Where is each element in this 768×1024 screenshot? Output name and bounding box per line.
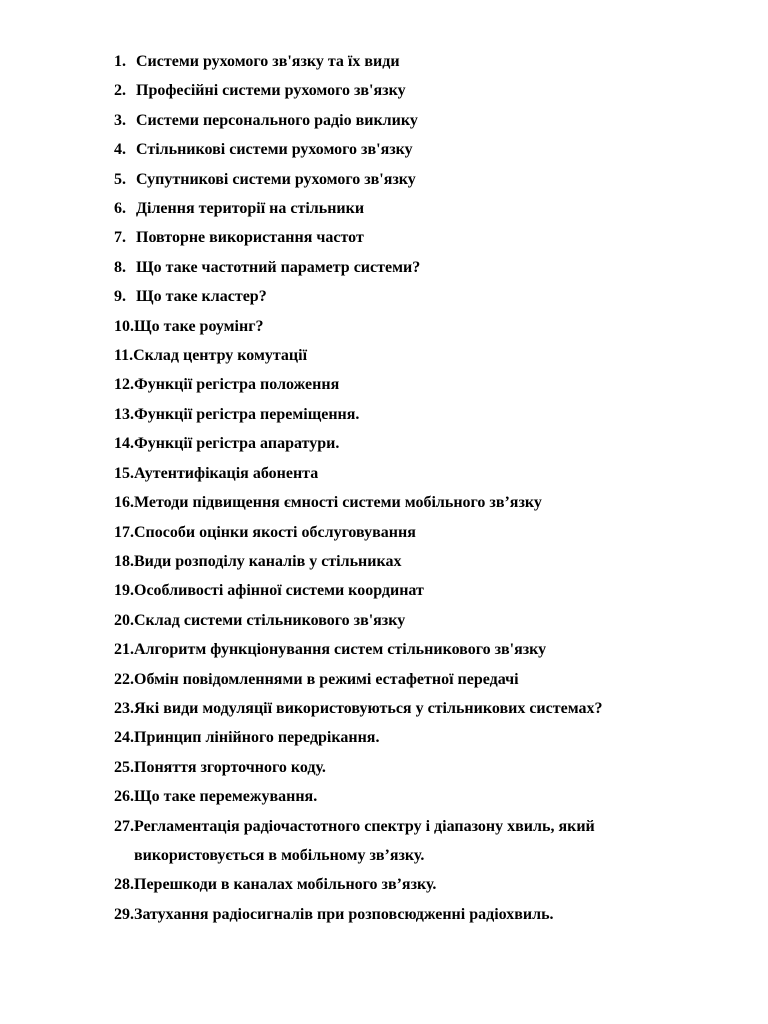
item-text: Стільникові системи рухомого зв'язку bbox=[136, 141, 413, 159]
list-item bbox=[114, 723, 744, 752]
item-text: Особливості афінної системи координат bbox=[134, 582, 424, 600]
item-text: Що таке частотний параметр системи? bbox=[136, 258, 421, 276]
list-item bbox=[114, 576, 744, 605]
list-item bbox=[114, 194, 744, 223]
item-number: 8. bbox=[114, 258, 126, 276]
item-number: 9. bbox=[114, 288, 126, 306]
list-item bbox=[114, 782, 744, 811]
item-number: 19. bbox=[114, 582, 134, 600]
item-number: 15. bbox=[114, 464, 134, 482]
item-text: Що таке роумінг? bbox=[134, 317, 264, 335]
item-number: 10. bbox=[114, 317, 134, 335]
list-item bbox=[114, 900, 744, 929]
item-text: Принцип лінійного передрікання. bbox=[134, 729, 380, 747]
item-number: 20. bbox=[114, 611, 134, 629]
item-text-wrapper bbox=[134, 812, 595, 871]
list-item bbox=[114, 312, 744, 341]
item-text: Алгоритм функціонування систем стільникового зв'язку bbox=[134, 641, 547, 659]
item-text: Що таке кластер? bbox=[136, 288, 267, 306]
item-text: Методи підвищення ємності системи мобільного зв’язку bbox=[134, 494, 542, 512]
item-number: 17. bbox=[114, 523, 134, 541]
list-item bbox=[114, 253, 744, 282]
list-item bbox=[114, 812, 744, 871]
item-number: 26. bbox=[114, 788, 134, 806]
item-number: 13. bbox=[114, 405, 134, 423]
list-item bbox=[114, 47, 744, 76]
item-number: 22. bbox=[114, 670, 134, 688]
list-item bbox=[114, 135, 744, 164]
item-number: 29. bbox=[114, 905, 134, 923]
item-number: 18. bbox=[114, 552, 134, 570]
item-text: Функції регістра апаратури. bbox=[134, 435, 340, 453]
item-number: 3. bbox=[114, 111, 126, 129]
question-list bbox=[114, 47, 744, 929]
list-item bbox=[114, 488, 744, 517]
item-text: Які види модуляції використовуються у стільникових системах? bbox=[134, 699, 603, 717]
item-text: Системи персонального радіо виклику bbox=[136, 111, 418, 129]
list-item bbox=[114, 606, 744, 635]
item-text: Повторне використання частот bbox=[136, 229, 364, 247]
item-number: 1. bbox=[114, 53, 126, 70]
item-text: Функції регістра положення bbox=[134, 376, 340, 394]
item-number: 12. bbox=[114, 376, 134, 394]
list-item bbox=[114, 694, 744, 723]
item-text: Професійні системи рухомого зв'язку bbox=[136, 82, 406, 100]
list-item bbox=[114, 106, 744, 135]
list-item bbox=[114, 223, 744, 252]
item-text-continuation: використовується в мобільному зв’язку. bbox=[134, 846, 425, 864]
list-item bbox=[114, 635, 744, 664]
item-text: Перешкоди в каналах мобільного зв’язку. bbox=[134, 876, 437, 894]
list-item bbox=[114, 459, 744, 488]
list-item bbox=[114, 547, 744, 576]
item-number: 21. bbox=[114, 641, 134, 659]
item-text: Функції регістра переміщення. bbox=[134, 405, 360, 423]
item-number: 24. bbox=[114, 729, 134, 747]
item-text: Склад центру комутації bbox=[133, 347, 308, 365]
list-item bbox=[114, 753, 744, 782]
item-number: 11. bbox=[114, 347, 134, 365]
item-number: 14. bbox=[114, 435, 134, 453]
list-item bbox=[114, 370, 744, 399]
list-item bbox=[114, 518, 744, 547]
item-text: Ділення території на стільники bbox=[136, 200, 365, 218]
item-text: Регламентація радіочастотного спектру і діапазону хвиль, який bbox=[134, 817, 595, 835]
item-text: Поняття згорточного коду. bbox=[134, 758, 326, 776]
item-number: 16. bbox=[114, 494, 134, 512]
item-number: 28. bbox=[114, 876, 134, 894]
item-text: Види розподілу каналів у стільниках bbox=[134, 552, 402, 570]
item-text: Що таке перемежування. bbox=[134, 788, 318, 806]
item-number: 4. bbox=[114, 141, 126, 159]
list-item bbox=[114, 870, 744, 899]
item-number: 5. bbox=[114, 170, 126, 188]
item-text: Системи рухомого зв'язку та їх види bbox=[136, 53, 400, 70]
item-text: Обмін повідомленнями в режимі естафетної передачі bbox=[134, 670, 519, 688]
list-item bbox=[114, 165, 744, 194]
item-number: 27. bbox=[114, 817, 134, 835]
list-item bbox=[114, 665, 744, 694]
item-text: Способи оцінки якості обслуговування bbox=[134, 523, 416, 541]
item-number: 2. bbox=[114, 82, 126, 100]
item-text: Аутентифікація абонента bbox=[134, 464, 319, 482]
item-number: 23. bbox=[114, 699, 134, 717]
item-number: 25. bbox=[114, 758, 134, 776]
list-item bbox=[114, 400, 744, 429]
item-text: Склад системи стільникового зв'язку bbox=[134, 611, 406, 629]
list-item bbox=[114, 76, 744, 105]
item-text: Затухання радіосигналів при розповсюдженні радіохвиль. bbox=[134, 905, 554, 923]
list-item bbox=[114, 282, 744, 311]
list-item bbox=[114, 341, 744, 370]
item-number: 6. bbox=[114, 200, 126, 218]
list-item bbox=[114, 429, 744, 458]
item-text: Супутникові системи рухомого зв'язку bbox=[136, 170, 416, 188]
item-number: 7. bbox=[114, 229, 126, 247]
